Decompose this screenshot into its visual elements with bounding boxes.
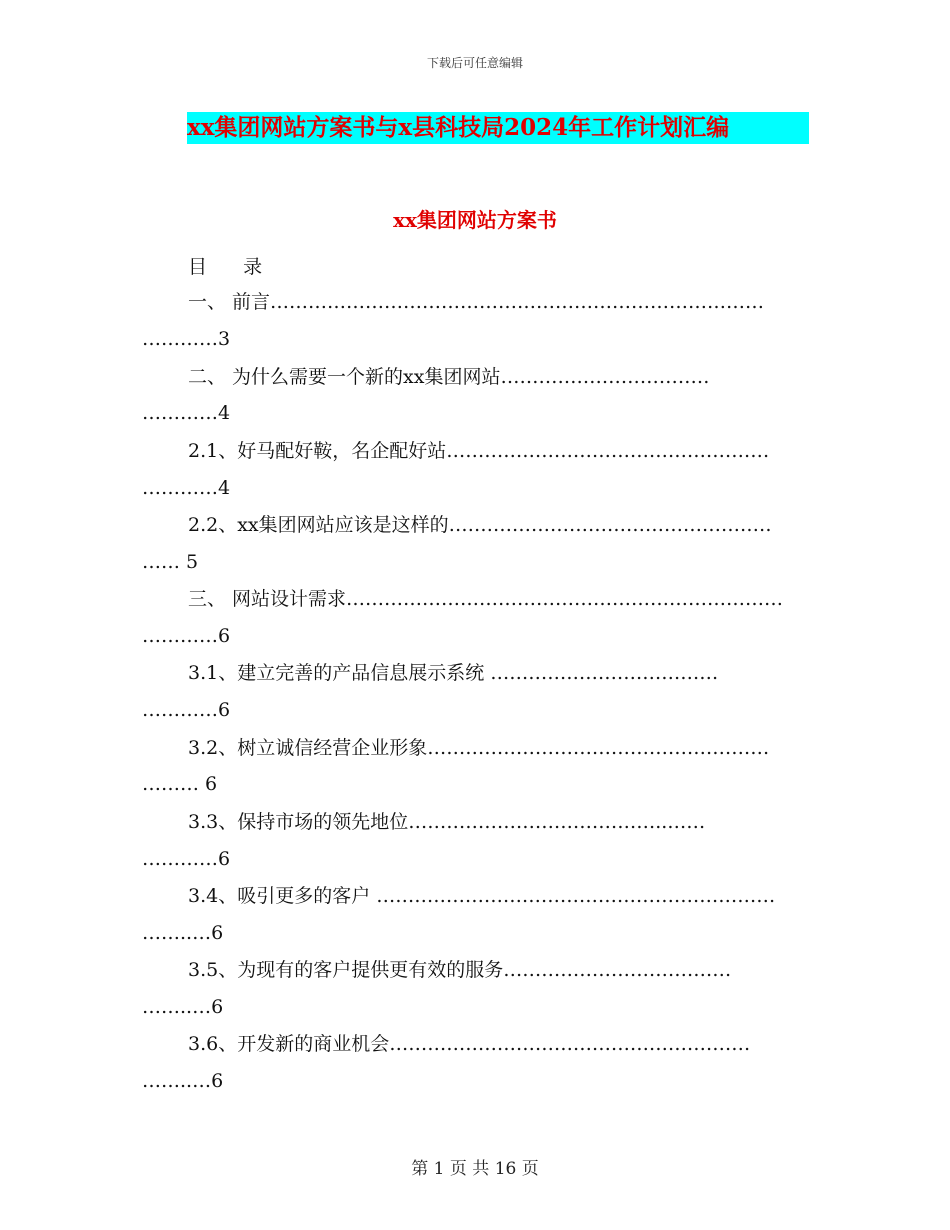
toc-entry-7-line1: 3.2、树立诚信经营企业形象……………………………………………… <box>188 737 770 759</box>
toc-entry-4-line1: 2.2、xx集团网站应该是这样的…………………………………………… <box>188 514 772 536</box>
toc-entry-7-line2: ……… 6 <box>142 773 218 795</box>
toc-entry-1-line1: 一、 前言…………………………………………………………………… <box>188 291 765 313</box>
toc-entry-6-line2: …………6 <box>142 699 231 721</box>
toc-entry-4-line2: …… 5 <box>142 551 199 573</box>
toc-entry-10-line2: ……..…6 <box>142 996 224 1018</box>
toc-heading-char-1: 目 <box>188 256 208 278</box>
toc-entry-1-line2: …………3 <box>142 328 231 350</box>
toc-entry-3-line1: 2.1、好马配好鞍，名企配好站…………………………………………… <box>188 440 770 462</box>
page-footer: 第 1 页 共 16 页 <box>411 1159 539 1179</box>
toc-entry-5-line1: 三、 网站设计需求…………………………………………………………… <box>188 588 784 610</box>
toc-entry-6-line1: 3.1、建立完善的产品信息展示系统 ……………………………… <box>188 662 719 684</box>
toc-entry-9-line1: 3.4、吸引更多的客户 ……………………………………………………… <box>188 885 776 907</box>
toc-heading-char-2: 录 <box>243 256 263 278</box>
section-title: xx集团网站方案书 <box>393 208 557 232</box>
toc-entry-8-line1: 3.3、保持市场的领先地位…………………………………..…… <box>188 811 706 833</box>
toc-entry-9-line2: ……..…6 <box>142 922 224 944</box>
toc-entry-5-line2: …………6 <box>142 625 231 647</box>
toc-entry-11-line1: 3.6、开发新的商业机会………………………………………………… <box>188 1033 751 1055</box>
header-note: 下载后可任意编辑 <box>426 56 523 70</box>
toc-entry-2-line1: 二、 为什么需要一个新的xx集团网站…………………………… <box>188 366 710 388</box>
toc-entry-2-line2: …………4 <box>142 402 231 424</box>
document-main-title: xx集团网站方案书与x县科技局2024年工作计划汇编 <box>187 112 809 144</box>
toc-entry-10-line1: 3.5、为现有的客户提供更有效的服务……………………………… <box>188 959 732 981</box>
toc-heading <box>188 252 262 279</box>
toc-entry-3-line2: …………4 <box>142 477 231 499</box>
toc-entry-8-line2: …………6 <box>142 848 231 870</box>
toc-entry-11-line2: ……..…6 <box>142 1070 224 1092</box>
